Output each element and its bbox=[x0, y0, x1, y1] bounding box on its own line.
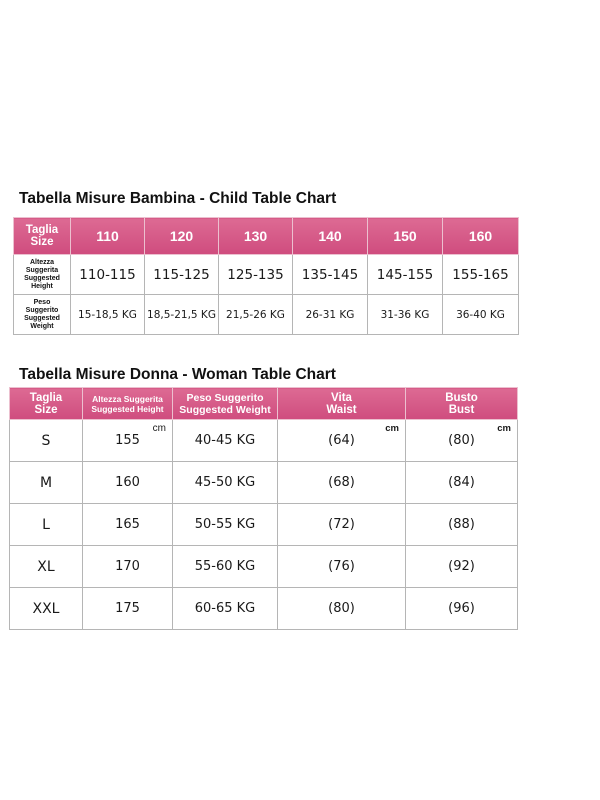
woman-bust-cell: (92) bbox=[406, 546, 518, 588]
woman-size-cell: S bbox=[10, 420, 83, 462]
woman-weight-header-it: Peso Suggerito bbox=[186, 391, 264, 404]
child-size-header bbox=[14, 218, 71, 255]
woman-bust-cell: (88) bbox=[406, 504, 518, 546]
child-height-label-4: Height bbox=[31, 282, 53, 290]
woman-height-header-en: Suggested Height bbox=[91, 403, 164, 414]
child-size-130: 130 bbox=[219, 218, 293, 255]
child-size-120: 120 bbox=[145, 218, 219, 255]
child-weight-cell: 26-31 KG bbox=[293, 295, 368, 335]
woman-size-header-en: Size bbox=[34, 403, 58, 416]
woman-bust-cell: (84) bbox=[406, 462, 518, 504]
child-height-cell: 145-155 bbox=[368, 255, 443, 295]
child-size-150: 150 bbox=[368, 218, 443, 255]
woman-bust-cell bbox=[406, 420, 518, 462]
woman-weight-cell: 55-60 KG bbox=[173, 546, 278, 588]
woman-size-cell: M bbox=[10, 462, 83, 504]
woman-bust-header-en: Bust bbox=[448, 403, 475, 416]
child-weight-cell: 15-18,5 KG bbox=[71, 295, 145, 335]
woman-waist-cell: (72) bbox=[278, 504, 406, 546]
child-size-table bbox=[13, 217, 519, 335]
woman-bust-header-it: Busto bbox=[445, 391, 478, 404]
child-weight-label bbox=[14, 295, 71, 335]
child-height-label-3: Suggested bbox=[24, 274, 60, 282]
child-size-110: 110 bbox=[71, 218, 145, 255]
child-weight-label-4: Weight bbox=[30, 322, 54, 330]
woman-height-cell: 175 bbox=[83, 588, 173, 630]
child-height-label-2: Suggerita bbox=[25, 266, 59, 274]
woman-height-cell: 160 bbox=[83, 462, 173, 504]
woman-waist-header-it: Vita bbox=[331, 391, 352, 404]
woman-row-s bbox=[10, 420, 518, 462]
waist-unit-label: cm bbox=[385, 423, 399, 434]
woman-table-title: Tabella Misure Donna - Woman Table Chart bbox=[19, 366, 336, 383]
woman-size-header bbox=[10, 388, 83, 420]
woman-height-cell: 165 bbox=[83, 504, 173, 546]
woman-size-cell: L bbox=[10, 504, 83, 546]
child-weight-label-1: Peso bbox=[33, 298, 51, 306]
woman-row-l bbox=[10, 504, 518, 546]
woman-weight-cell: 40-45 KG bbox=[173, 420, 278, 462]
child-weight-row bbox=[14, 295, 519, 335]
child-height-row bbox=[14, 255, 519, 295]
woman-bust-header bbox=[406, 388, 518, 420]
woman-waist-header-en: Waist bbox=[326, 403, 357, 416]
child-size-header-en: Size bbox=[30, 236, 54, 248]
woman-weight-cell: 60-65 KG bbox=[173, 588, 278, 630]
woman-height-cell bbox=[83, 420, 173, 462]
woman-row-xl bbox=[10, 546, 518, 588]
woman-height-header-it: Altezza Suggerita bbox=[92, 393, 163, 404]
child-size-160: 160 bbox=[443, 218, 519, 255]
child-height-cell: 135-145 bbox=[293, 255, 368, 295]
woman-row-xxl bbox=[10, 588, 518, 630]
child-height-label bbox=[14, 255, 71, 295]
child-weight-cell: 18,5-21,5 KG bbox=[145, 295, 219, 335]
woman-waist-value: (64) bbox=[328, 433, 355, 448]
woman-weight-cell: 45-50 KG bbox=[173, 462, 278, 504]
woman-weight-header bbox=[173, 388, 278, 420]
woman-bust-value: (80) bbox=[448, 433, 475, 448]
woman-row-m bbox=[10, 462, 518, 504]
height-unit-label: cm bbox=[152, 423, 166, 434]
child-height-label-1: Altezza bbox=[29, 258, 55, 266]
bust-unit-label: cm bbox=[497, 423, 511, 434]
woman-waist-cell: (76) bbox=[278, 546, 406, 588]
woman-bust-cell: (96) bbox=[406, 588, 518, 630]
child-weight-cell: 21,5-26 KG bbox=[219, 295, 293, 335]
child-size-header-it: Taglia bbox=[25, 224, 59, 236]
woman-waist-cell: (80) bbox=[278, 588, 406, 630]
child-weight-label-3: Suggested bbox=[24, 314, 60, 322]
woman-height-cell: 170 bbox=[83, 546, 173, 588]
woman-height-header bbox=[83, 388, 173, 420]
woman-size-cell: XL bbox=[10, 546, 83, 588]
woman-header-row bbox=[10, 388, 518, 420]
child-height-cell: 110-115 bbox=[71, 255, 145, 295]
child-table-title: Tabella Misure Bambina - Child Table Chart bbox=[19, 190, 337, 207]
child-weight-label-2: Suggerito bbox=[25, 306, 59, 314]
woman-height-value: 155 bbox=[115, 433, 140, 448]
woman-waist-cell bbox=[278, 420, 406, 462]
woman-weight-cell: 50-55 KG bbox=[173, 504, 278, 546]
child-height-cell: 125-135 bbox=[219, 255, 293, 295]
child-weight-cell: 36-40 KG bbox=[443, 295, 519, 335]
child-height-cell: 115-125 bbox=[145, 255, 219, 295]
woman-weight-header-en: Suggested Weight bbox=[179, 403, 271, 416]
child-height-cell: 155-165 bbox=[443, 255, 519, 295]
child-header-row bbox=[14, 218, 519, 255]
child-weight-cell: 31-36 KG bbox=[368, 295, 443, 335]
child-size-140: 140 bbox=[293, 218, 368, 255]
woman-waist-header bbox=[278, 388, 406, 420]
woman-size-cell: XXL bbox=[10, 588, 83, 630]
woman-size-header-it: Taglia bbox=[29, 391, 63, 404]
woman-size-table bbox=[9, 387, 518, 630]
woman-waist-cell: (68) bbox=[278, 462, 406, 504]
